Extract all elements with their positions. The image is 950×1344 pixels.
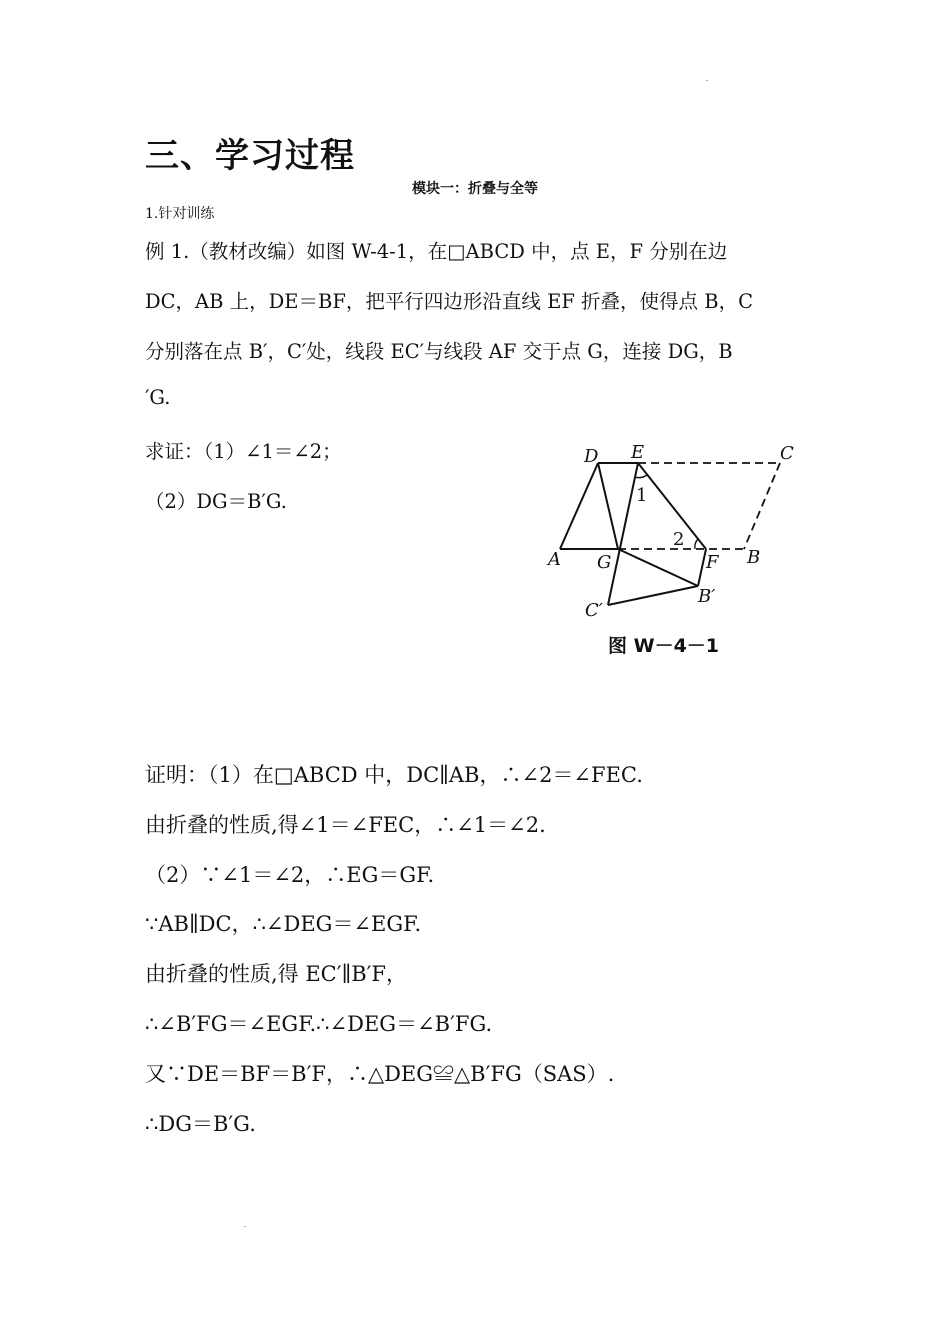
figure-w-4-1 (540, 432, 820, 668)
proof-line-3: （2）∵∠1＝∠2，∴EG＝GF. (145, 863, 435, 887)
proof-line-2: 由折叠的性质,得∠1＝∠FEC，∴∠1＝∠2. (145, 813, 546, 837)
label-C: C (780, 443, 794, 464)
label-B-prime: B′ (698, 586, 716, 607)
proof-line-6: ∴∠B′FG＝∠EGF.∴∠DEG＝∠B′FG. (145, 1012, 493, 1036)
label-B: B (747, 547, 761, 568)
proof-line-4: ∵AB∥DC，∴∠DEG＝∠EGF. (145, 912, 422, 936)
segment-DG (598, 463, 618, 549)
segment-C-prime-B-prime (608, 586, 698, 605)
page-speck (706, 80, 708, 81)
angle-2-arc (695, 539, 698, 549)
segment-EF (638, 463, 706, 549)
proof-line-1: 证明：（1）在□ABCD 中，DC∥AB，∴∠2＝∠FEC. (145, 763, 643, 787)
label-E: E (631, 442, 645, 463)
label-D: D (584, 446, 599, 467)
figure-caption: 图 W－4－1 (608, 635, 720, 657)
problem-line-3: 分别落在点 B′，C′处，线段 EC′与线段 AF 交于点 G，连接 DG，B (145, 340, 733, 363)
proof-line-5: 由折叠的性质,得 EC′∥B′F， (145, 962, 407, 986)
problem-line-1: 例 1.（教材改编）如图 W-4-1，在□ABCD 中，点 E，F 分别在边 (145, 240, 728, 263)
label-angle-2: 2 (673, 529, 685, 550)
angle-1-arc (635, 475, 647, 478)
segment-DA (560, 463, 598, 549)
label-C-prime: C′ (585, 600, 603, 621)
section-heading: 三、学习过程 (145, 136, 355, 176)
segment-B-prime-F (698, 549, 706, 586)
problem-line-2: DC，AB 上，DE＝BF，把平行四边形沿直线 EF 折叠，使得点 B，C (145, 290, 754, 313)
prove-part-2: （2）DG＝B′G. (145, 490, 287, 513)
geometry-diagram (540, 432, 820, 664)
proof-line-7: 又∵DE＝BF＝B′F，∴△DEG≌△B′FG（SAS）. (145, 1062, 615, 1086)
label-angle-1: 1 (636, 485, 648, 506)
subheading: 1.针对训练 (145, 206, 215, 222)
label-G: G (597, 552, 612, 573)
label-A: A (548, 549, 561, 570)
segment-CB-dashed (744, 463, 780, 549)
segment-GB-prime (618, 549, 698, 586)
segment-EC-prime (608, 463, 638, 605)
module-title: 模块一：折叠与全等 (412, 181, 538, 197)
page-speck (244, 1226, 246, 1227)
label-F: F (706, 552, 719, 573)
problem-line-4: ′G. (145, 386, 171, 409)
proof-line-8: ∴DG＝B′G. (145, 1112, 256, 1136)
prove-part-1: 求证：（1）∠1＝∠2； (145, 440, 342, 463)
